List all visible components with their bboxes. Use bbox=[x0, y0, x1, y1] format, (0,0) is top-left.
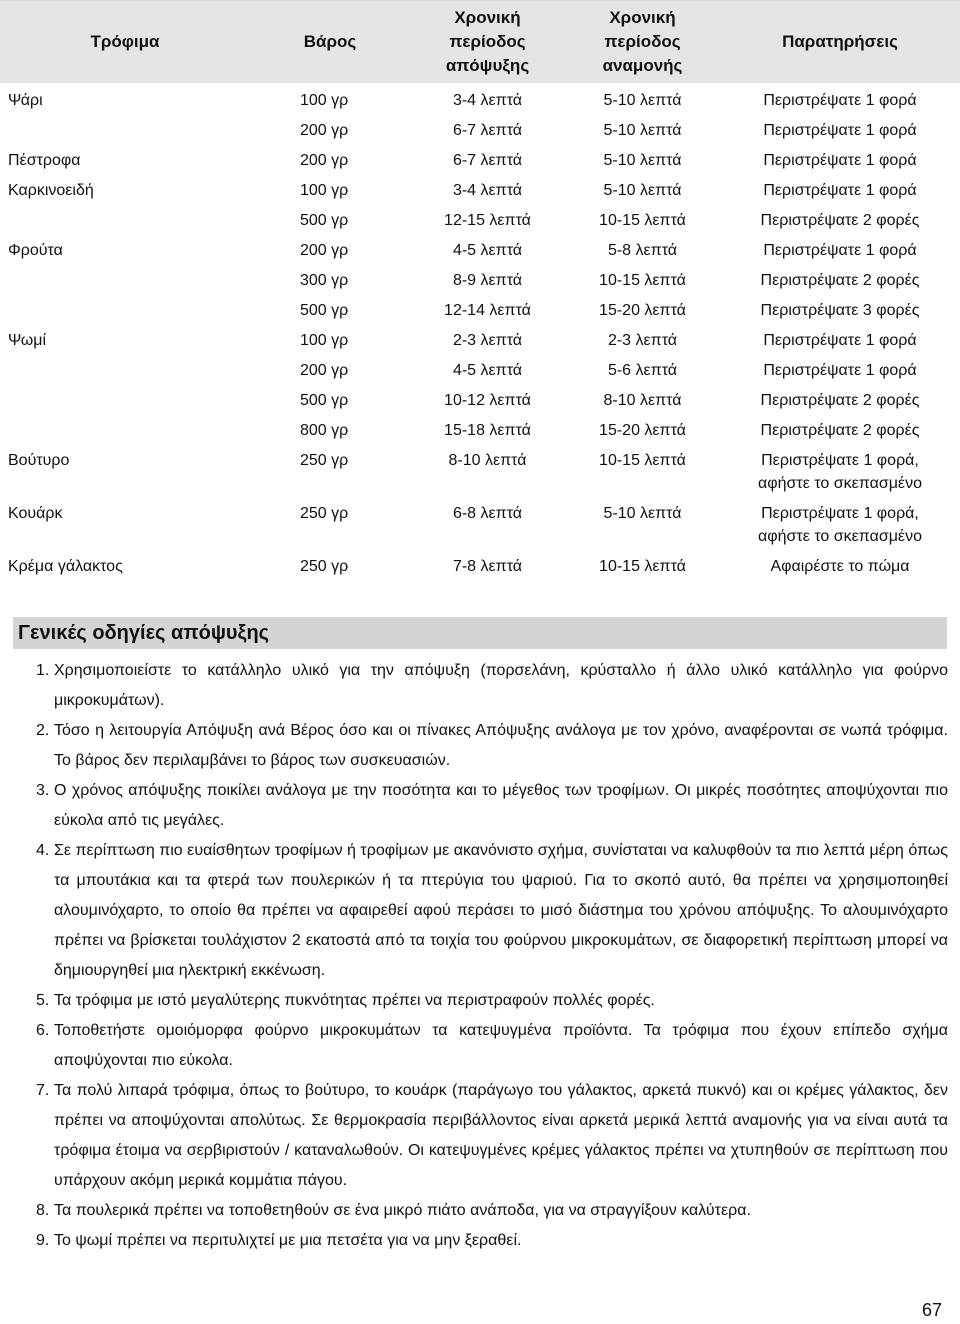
instruction-number: 6. bbox=[36, 1022, 50, 1039]
food-cell: Ψωμί bbox=[8, 332, 47, 349]
note-cell: Περιστρέψατε 1 φορά bbox=[763, 242, 917, 259]
header-notes: Παρατηρήσεις bbox=[782, 32, 898, 51]
instruction-item bbox=[18, 716, 948, 776]
standing-time-cell: 5-10 λεπτά bbox=[603, 92, 682, 109]
food-cell: Πέστροφα bbox=[8, 152, 81, 169]
table-row bbox=[0, 443, 960, 496]
table-row bbox=[0, 413, 960, 443]
food-cell: Ψάρι bbox=[8, 92, 43, 109]
weight-cell: 250 γρ bbox=[300, 558, 349, 575]
standing-time-cell: 15-20 λεπτά bbox=[599, 302, 686, 319]
table-row bbox=[0, 293, 960, 323]
defrost-time-cell: 6-8 λεπτά bbox=[452, 505, 523, 522]
defrost-time-cell: 12-15 λεπτά bbox=[444, 212, 531, 229]
note-cell: Περιστρέψατε 1 φορά bbox=[763, 362, 917, 379]
standing-time-cell: 2-3 λεπτά bbox=[607, 332, 678, 349]
instruction-number: 1. bbox=[36, 662, 50, 679]
weight-cell: 500 γρ bbox=[300, 212, 349, 229]
standing-time-cell: 10-15 λεπτά bbox=[599, 558, 686, 575]
instruction-item bbox=[18, 776, 948, 836]
instruction-text: Τα πολύ λιπαρά τρόφιμα, όπως το βούτυρο, το κουάρκ (παράγωγο του γάλακτος, αρκετά πυκνό) και οι κρέμες γάλακτος, δεν πρέπει να αποψύχονται απολύτως. Σε θερμοκρασία περιβάλλοντος είναι αρκετά μερικά λεπτά αναμονής για να είναι αυτά τα τρόφιμα έτοιμα να σερβιριστούν / καταναλωθούν. Οι κατεψυγμένες κρέμες γάλακτος πρέπει να χτυπηθούν σε περίπτωση που υπάρχουν ακόμη μερικά κομμάτια πάγου. bbox=[54, 1082, 948, 1189]
instruction-text: Τόσο η λειτουργία Απόψυξη ανά Βέρος όσο και οι πίνακες Απόψυξης ανάλογα με τον χρόνο, αναφέρονται σε νωπά τρόφιμα. Το βάρος δεν περιλαμβάνει το βάρος των συσκευασιών. bbox=[54, 722, 948, 769]
food-cell: Βούτυρο bbox=[8, 452, 70, 469]
table-row bbox=[0, 143, 960, 173]
standing-time-cell: 15-20 λεπτά bbox=[599, 422, 686, 439]
weight-cell: 100 γρ bbox=[300, 182, 349, 199]
standing-time-cell: 5-10 λεπτά bbox=[603, 505, 682, 522]
note-cell: Περιστρέψατε 1 φορά bbox=[763, 332, 917, 349]
note-cell: Περιστρέψατε 1 φορά bbox=[763, 152, 917, 169]
note-cell: Περιστρέψατε 1 φορά bbox=[763, 122, 917, 139]
standing-time-cell: 8-10 λεπτά bbox=[603, 392, 682, 409]
defrost-time-cell: 7-8 λεπτά bbox=[452, 558, 523, 575]
table-row bbox=[0, 383, 960, 413]
table-row bbox=[0, 353, 960, 383]
food-cell: Καρκινοειδή bbox=[8, 182, 94, 199]
note-cell: Περιστρέψατε 2 φορές bbox=[760, 392, 920, 409]
table-body bbox=[0, 83, 960, 579]
defrost-table bbox=[0, 0, 960, 579]
weight-cell: 200 γρ bbox=[300, 122, 349, 139]
table-row bbox=[0, 113, 960, 143]
instruction-text: Τα τρόφιμα με ιστό μεγαλύτερης πυκνότητας πρέπει να περιστραφούν πολλές φορές. bbox=[54, 992, 655, 1009]
food-cell: Φρούτα bbox=[8, 242, 63, 259]
standing-time-cell: 5-10 λεπτά bbox=[603, 122, 682, 139]
defrost-time-cell: 4-5 λεπτά bbox=[452, 242, 523, 259]
defrost-time-cell: 6-7 λεπτά bbox=[452, 122, 523, 139]
instruction-item bbox=[18, 1016, 948, 1076]
page-number: 67 bbox=[921, 1300, 942, 1320]
weight-cell: 300 γρ bbox=[300, 272, 349, 289]
note-cell: Περιστρέψατε 2 φορές bbox=[760, 272, 920, 289]
instruction-text: Ο χρόνος απόψυξης ποικίλει ανάλογα με την ποσότητα και το μέγεθος των τροφίμων. Οι μικρές ποσότητες αποψύχονται πιο εύκολα από τις μεγάλες. bbox=[54, 782, 948, 829]
table-row bbox=[0, 203, 960, 233]
note-cell: Περιστρέψατε 1 φορά, αφήστε το σκεπασμένο bbox=[758, 505, 922, 545]
instruction-text: Χρησιμοποιείστε το κατάλληλο υλικό για την απόψυξη (πορσελάνη, κρύσταλλο ή άλλο υλικό κατάλληλο για φούρνο μικροκυμάτων). bbox=[54, 662, 948, 709]
standing-time-cell: 5-6 λεπτά bbox=[607, 362, 678, 379]
standing-time-cell: 10-15 λεπτά bbox=[599, 452, 686, 469]
weight-cell: 200 γρ bbox=[300, 152, 349, 169]
food-cell: Κουάρκ bbox=[8, 505, 63, 522]
defrost-time-cell: 2-3 λεπτά bbox=[452, 332, 523, 349]
defrost-time-cell: 3-4 λεπτά bbox=[452, 92, 523, 109]
table-row bbox=[0, 173, 960, 203]
standing-time-cell: 5-10 λεπτά bbox=[603, 152, 682, 169]
note-cell: Περιστρέψατε 1 φορά bbox=[763, 182, 917, 199]
weight-cell: 500 γρ bbox=[300, 392, 349, 409]
instructions-list bbox=[18, 656, 948, 1256]
instruction-text: Τα πουλερικά πρέπει να τοποθετηθούν σε ένα μικρό πιάτο ανάποδα, για να στραγγίξουν καλύτερα. bbox=[54, 1202, 751, 1219]
table-row bbox=[0, 323, 960, 353]
table-row bbox=[0, 233, 960, 263]
instruction-text: Τοποθετήστε ομοιόμορφα φούρνο μικροκυμάτων τα κατεψυγμένα προϊόντα. Τα τρόφιμα που έχουν επίπεδο σχήμα αποψύχονται πιο εύκολα. bbox=[54, 1022, 948, 1069]
standing-time-cell: 5-10 λεπτά bbox=[603, 182, 682, 199]
instruction-number: 9. bbox=[36, 1232, 50, 1249]
instruction-item bbox=[18, 1196, 948, 1226]
instruction-number: 3. bbox=[36, 782, 50, 799]
weight-cell: 800 γρ bbox=[300, 422, 349, 439]
instruction-text: Σε περίπτωση πιο ευαίσθητων τροφίμων ή τροφίμων με ακανόνιστο σχήμα, συνίσταται να καλυφθούν τα πιο λεπτά μέρη όπως τα μπουτάκια και τα φτερά των πουλερικών ή τα πτερύγια του ψαριού. Για το σκοπό αυτό, θα πρέπει να χρησιμοποιηθεί αλουμινόχαρτο, το οποίο θα πρέπει να αφαιρεθεί αφού περάσει το μισό διάστημα του χρόνου απόψυξης. Το αλουμινόχαρτο πρέπει να βρίσκεται τουλάχιστον 2 εκατοστά από τα τοιχία του φούρνου μικροκυμάτων, σε διαφορετική περίπτωση μπορεί να δημιουργηθεί μια ηλεκτρική εκκένωση. bbox=[54, 842, 948, 979]
section-title: Γενικές οδηγίες απόψυξης bbox=[13, 617, 947, 649]
weight-cell: 200 γρ bbox=[300, 242, 349, 259]
defrost-time-cell: 10-12 λεπτά bbox=[444, 392, 531, 409]
table-row bbox=[0, 83, 960, 113]
note-cell: Περιστρέψατε 2 φορές bbox=[760, 212, 920, 229]
header-standing-time: Χρονική περίοδος αναμονής bbox=[602, 8, 683, 75]
defrost-time-cell: 8-9 λεπτά bbox=[452, 272, 523, 289]
defrost-time-cell: 15-18 λεπτά bbox=[444, 422, 531, 439]
standing-time-cell: 5-8 λεπτά bbox=[607, 242, 678, 259]
defrost-time-cell: 6-7 λεπτά bbox=[452, 152, 523, 169]
instruction-number: 8. bbox=[36, 1202, 50, 1219]
note-cell: Περιστρέψατε 3 φορές bbox=[760, 302, 920, 319]
instruction-number: 5. bbox=[36, 992, 50, 1009]
standing-time-cell: 10-15 λεπτά bbox=[599, 212, 686, 229]
note-cell: Περιστρέψατε 2 φορές bbox=[760, 422, 920, 439]
header-weight: Βάρος bbox=[303, 32, 357, 51]
defrost-time-cell: 3-4 λεπτά bbox=[452, 182, 523, 199]
header-food: Τρόφιμα bbox=[90, 32, 160, 51]
defrost-time-cell: 8-10 λεπτά bbox=[448, 452, 527, 469]
instruction-text: Το ψωμί πρέπει να περιτυλιχτεί με μια πετσέτα για να μην ξεραθεί. bbox=[54, 1232, 522, 1249]
standing-time-cell: 10-15 λεπτά bbox=[599, 272, 686, 289]
weight-cell: 200 γρ bbox=[300, 362, 349, 379]
defrost-time-cell: 12-14 λεπτά bbox=[444, 302, 531, 319]
weight-cell: 250 γρ bbox=[300, 505, 349, 522]
defrost-time-cell: 4-5 λεπτά bbox=[452, 362, 523, 379]
instruction-number: 2. bbox=[36, 722, 50, 739]
note-cell: Περιστρέψατε 1 φορά, αφήστε το σκεπασμένο bbox=[758, 452, 922, 492]
instruction-item bbox=[18, 986, 948, 1016]
table-header bbox=[0, 1, 960, 83]
note-cell: Περιστρέψατε 1 φορά bbox=[763, 92, 917, 109]
table-row bbox=[0, 263, 960, 293]
instruction-item bbox=[18, 1076, 948, 1196]
instruction-item bbox=[18, 1226, 948, 1256]
food-cell: Κρέμα γάλακτος bbox=[8, 558, 123, 575]
note-cell: Αφαιρέστε το πώμα bbox=[770, 558, 910, 575]
weight-cell: 100 γρ bbox=[300, 332, 349, 349]
instruction-item bbox=[18, 656, 948, 716]
table-row bbox=[0, 496, 960, 549]
table-row bbox=[0, 549, 960, 579]
instruction-number: 7. bbox=[36, 1082, 50, 1099]
weight-cell: 250 γρ bbox=[300, 452, 349, 469]
weight-cell: 100 γρ bbox=[300, 92, 349, 109]
instruction-item bbox=[18, 836, 948, 986]
instruction-number: 4. bbox=[36, 842, 50, 859]
header-defrost-time: Χρονική περίοδος απόψυξης bbox=[445, 8, 530, 75]
weight-cell: 500 γρ bbox=[300, 302, 349, 319]
